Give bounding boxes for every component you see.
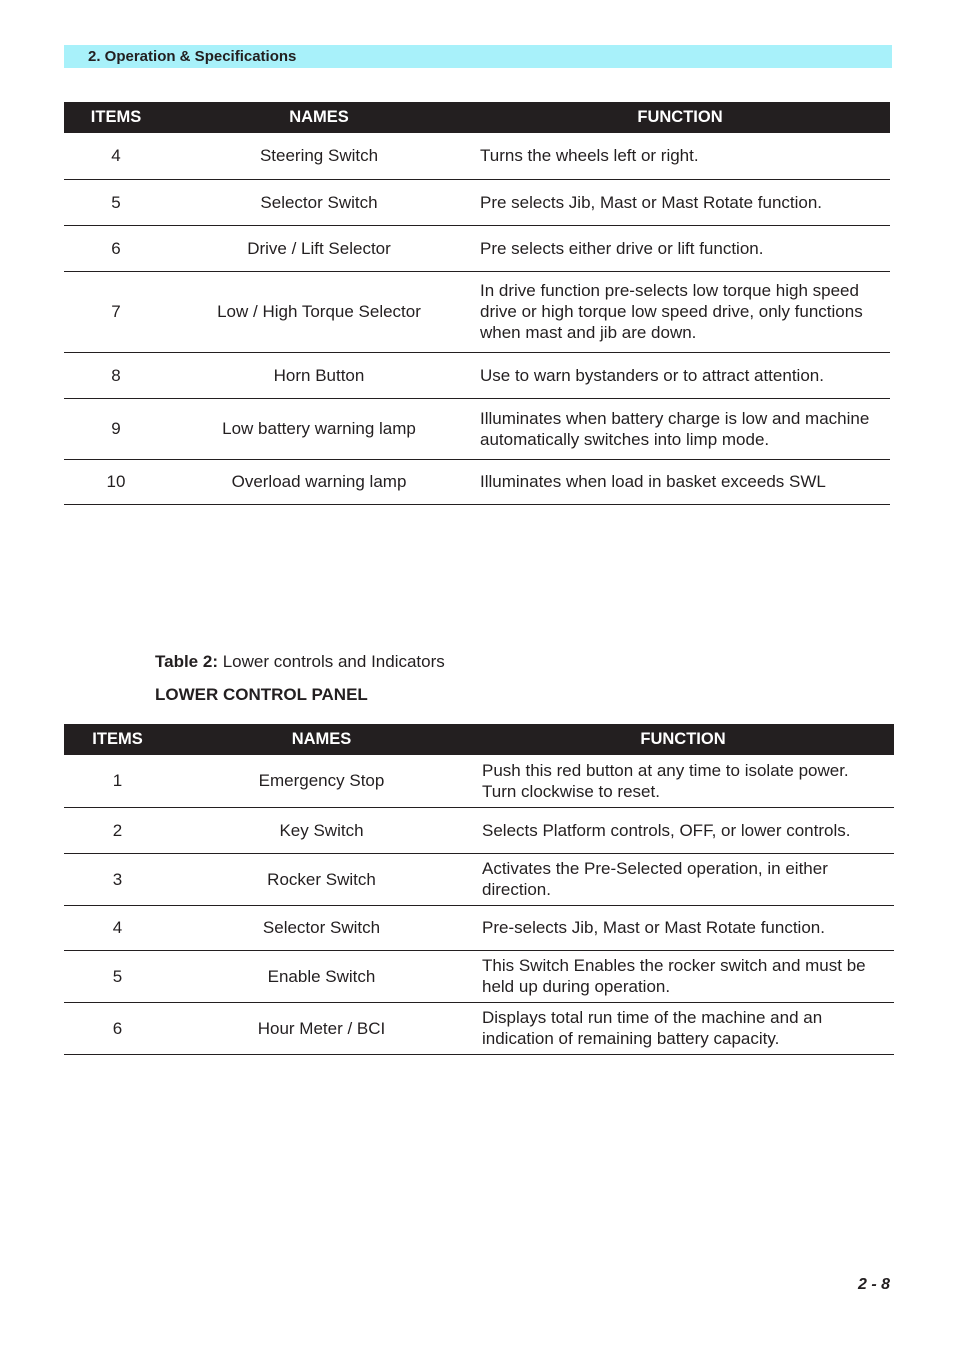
- item-name: Enable Switch: [171, 950, 472, 1002]
- item-name: Drive / Lift Selector: [168, 225, 470, 271]
- item-name: Low / High Torque Selector: [168, 271, 470, 352]
- item-number: 5: [64, 950, 171, 1002]
- panel-title: LOWER CONTROL PANEL: [155, 685, 368, 704]
- item-number: 6: [64, 1002, 171, 1054]
- table-row: [64, 905, 894, 950]
- column-header-function: FUNCTION: [470, 102, 890, 133]
- table-row: [64, 398, 890, 459]
- item-function: Selects Platform controls, OFF, or lower controls.: [472, 807, 894, 853]
- item-number: 5: [64, 179, 168, 225]
- item-number: 4: [64, 133, 168, 179]
- table-caption: [155, 652, 445, 672]
- table-header-row: [64, 102, 890, 133]
- table-row: [64, 755, 894, 807]
- item-name: Rocker Switch: [171, 853, 472, 905]
- item-number: 7: [64, 271, 168, 352]
- item-number: 10: [64, 459, 168, 504]
- item-name: Horn Button: [168, 352, 470, 398]
- item-number: 1: [64, 755, 171, 807]
- section-header-bar: [64, 45, 892, 68]
- item-name: Overload warning lamp: [168, 459, 470, 504]
- item-name: Hour Meter / BCI: [171, 1002, 472, 1054]
- item-number: 4: [64, 905, 171, 950]
- table-row: [64, 459, 890, 504]
- item-name: Steering Switch: [168, 133, 470, 179]
- lower-controls-table: [64, 724, 894, 1055]
- item-function: Displays total run time of the machine and an indication of remaining battery capacity.: [472, 1002, 894, 1054]
- table-row: [64, 1002, 894, 1054]
- table-row: [64, 807, 894, 853]
- item-function: Activates the Pre-Selected operation, in either direction.: [472, 853, 894, 905]
- table-row: [64, 950, 894, 1002]
- table-row: [64, 133, 890, 179]
- column-header-function: FUNCTION: [472, 724, 894, 755]
- item-function: Illuminates when battery charge is low and machine automatically switches into limp mode.: [470, 398, 890, 459]
- column-header-items: ITEMS: [64, 102, 168, 133]
- item-number: 3: [64, 853, 171, 905]
- item-function: Use to warn bystanders or to attract attention.: [470, 352, 890, 398]
- column-header-items: ITEMS: [64, 724, 171, 755]
- item-function: Pre-selects Jib, Mast or Mast Rotate function.: [472, 905, 894, 950]
- item-function: Illuminates when load in basket exceeds SWL: [470, 459, 890, 504]
- item-name: Low battery warning lamp: [168, 398, 470, 459]
- item-function: Pre selects Jib, Mast or Mast Rotate function.: [470, 179, 890, 225]
- section-title: 2. Operation & Specifications: [88, 48, 297, 65]
- item-name: Key Switch: [171, 807, 472, 853]
- table-row: [64, 352, 890, 398]
- table-row: [64, 271, 890, 352]
- column-header-names: NAMES: [171, 724, 472, 755]
- item-number: 6: [64, 225, 168, 271]
- item-function: This Switch Enables the rocker switch and must be held up during operation.: [472, 950, 894, 1002]
- page-number: 2 - 8: [857, 1276, 890, 1293]
- item-name: Selector Switch: [171, 905, 472, 950]
- table-caption-text: Lower controls and Indicators: [217, 652, 445, 671]
- column-header-names: NAMES: [168, 102, 470, 133]
- table-row: [64, 179, 890, 225]
- item-number: 9: [64, 398, 168, 459]
- item-function: In drive function pre-selects low torque high speed drive or high torque low speed drive, only functions when mast and jib are down.: [470, 271, 890, 352]
- item-number: 2: [64, 807, 171, 853]
- table-row: [64, 225, 890, 271]
- table-header-row: [64, 724, 894, 755]
- item-function: Pre selects either drive or lift function.: [470, 225, 890, 271]
- table-row: [64, 853, 894, 905]
- item-name: Selector Switch: [168, 179, 470, 225]
- upper-controls-table: [64, 102, 890, 505]
- item-name: Emergency Stop: [171, 755, 472, 807]
- item-number: 8: [64, 352, 168, 398]
- item-function: Turns the wheels left or right.: [470, 133, 890, 179]
- table-caption-label: Table 2:: [155, 652, 218, 671]
- item-function: Push this red button at any time to isolate power. Turn clockwise to reset.: [472, 755, 894, 807]
